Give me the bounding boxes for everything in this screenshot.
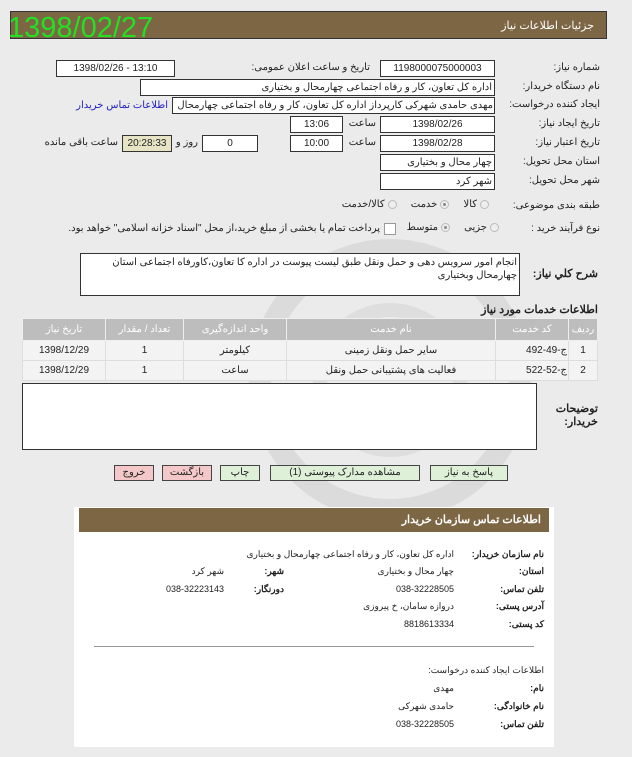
org-label: نام سازمان خریدار: [471, 549, 544, 559]
contact-panel-header [79, 508, 549, 532]
cell: 1 [569, 341, 598, 361]
process-radio-medium[interactable] [441, 223, 450, 232]
exit-button[interactable]: خروج [114, 465, 154, 481]
radio-label: متوسط [406, 222, 439, 233]
city-label: شهر: [264, 566, 284, 576]
description-field[interactable]: انجام امور سرویس دهی و حمل ونقل طبق لیست پیوست در اداره کا تعاون،کاورفاه اجتماعی استان چهارمحال وبختیاری [80, 253, 520, 296]
family-label: نام خانوادگی: [493, 701, 544, 711]
radio-label: کالا/خدمت [341, 199, 385, 210]
description-label: شرح کلي نیاز: [532, 268, 598, 280]
cell: 2 [569, 361, 598, 381]
buyer-field[interactable]: اداره کل تعاون، کار و رفاه اجتماعی چهارمحال و بختیاری [140, 79, 495, 96]
created-label: تاریخ ایجاد نیاز: [538, 118, 600, 129]
valid-time-label: ساعت [348, 137, 376, 148]
col-header: واحد اندازه‌گیری [184, 319, 287, 341]
creator-phone-value: 038-32228505 [395, 719, 454, 729]
category-label: طبقه بندی موضوعی: [512, 200, 600, 211]
days-field[interactable]: 0 [202, 135, 258, 152]
valid-label: تاریخ اعتبار نیاز: [535, 137, 600, 148]
phone-value: 038-32228505 [395, 584, 454, 594]
back-button[interactable]: بازگشت [162, 465, 212, 481]
city-label: شهر محل تحویل: [529, 175, 600, 186]
remaining-time: 20:28:33 [122, 135, 172, 152]
col-header: ردیف [569, 319, 598, 341]
org-value: اداره کل تعاون، کار و رفاه اجتماعی چهارمحال و بختیاری [246, 549, 454, 559]
fax-value: 038-32223143 [165, 584, 224, 594]
category-radio-group [342, 199, 492, 210]
created-time-field[interactable]: 13:06 [290, 116, 343, 133]
category-radio-both[interactable] [388, 200, 397, 209]
name-label: نام: [530, 683, 544, 693]
need-number-label: شماره نیاز: [553, 62, 600, 73]
cell: ج-49-492 [496, 341, 569, 361]
process-label: نوع فرآیند خرید : [531, 223, 600, 234]
fax-label: دورنگار: [253, 584, 284, 594]
date-stamp: 1398/02/27 [8, 12, 154, 44]
print-button[interactable]: چاپ [220, 465, 260, 481]
announce-label: تاریخ و ساعت اعلان عمومی: [251, 62, 370, 73]
table-row [23, 361, 598, 381]
province-label: استان: [518, 566, 544, 576]
col-header: تاریخ نیاز [23, 319, 106, 341]
buyer-label: نام دستگاه خریدار: [522, 81, 600, 92]
days-label: روز و [175, 137, 198, 148]
cell: فعالیت های پشتیبانی حمل ونقل [287, 361, 496, 381]
attachments-button[interactable]: مشاهده مدارک پیوستی (1) [270, 465, 420, 481]
cell: کیلومتر [184, 341, 287, 361]
cell: 1398/12/29 [23, 361, 106, 381]
col-header: تعداد / مقدار [106, 319, 184, 341]
notes-label: توضیحات خریدار: [555, 403, 598, 428]
cell: 1398/12/29 [23, 341, 106, 361]
table-row [23, 341, 598, 361]
address-label: آدرس پستی: [495, 601, 544, 611]
province-field[interactable]: چهار محال و بختیاری [380, 154, 495, 171]
contact-info-link[interactable]: اطلاعات تماس خریدار [76, 100, 168, 111]
postal-value: 8818613334 [403, 619, 454, 629]
contact-panel [74, 507, 554, 747]
requester-label: ایجاد کننده درخواست: [509, 99, 600, 110]
treasury-checkbox[interactable] [384, 223, 396, 235]
cell: 1 [106, 341, 184, 361]
cell: ج-52-522 [496, 361, 569, 381]
divider [94, 646, 534, 647]
valid-date-field[interactable]: 1398/02/28 [380, 135, 495, 152]
process-radio-group [407, 222, 502, 233]
valid-time-field[interactable]: 10:00 [290, 135, 343, 152]
province-label: استان محل تحویل: [522, 156, 600, 167]
province-value: چهار محال و بختیاری [377, 566, 454, 576]
col-header: نام خدمت [287, 319, 496, 341]
announce-field[interactable]: 1398/02/26 - 13:10 [56, 60, 175, 77]
page-title: جزئیات اطلاعات نیاز [501, 20, 594, 32]
creator-phone-label: تلفن تماس: [500, 719, 544, 729]
notes-field[interactable] [22, 383, 537, 450]
category-radio-goods[interactable] [480, 200, 489, 209]
payment-note: پرداخت تمام یا بخشی از مبلغ خرید،از محل "اسناد خزانه اسلامی" خواهد بود. [68, 223, 380, 234]
cell: 1 [106, 361, 184, 381]
services-table [22, 318, 598, 381]
contact-panel-title: اطلاعات تماس سازمان خریدار [401, 514, 541, 526]
col-header: کد خدمت [496, 319, 569, 341]
name-value: مهدی [433, 683, 454, 693]
cell: ساعت [184, 361, 287, 381]
process-radio-minor[interactable] [490, 223, 499, 232]
city-field[interactable]: شهر کرد [380, 173, 495, 190]
category-radio-service[interactable] [440, 200, 449, 209]
services-title: اطلاعات خدمات مورد نیاز [481, 304, 598, 316]
phone-label: تلفن تماس: [500, 584, 544, 594]
created-time-label: ساعت [348, 118, 376, 129]
table-header-row [23, 319, 598, 341]
remaining-label: ساعت باقی مانده [44, 137, 118, 148]
radio-label: کالا [463, 199, 477, 210]
family-value: حامدی شهرکی [398, 701, 454, 711]
cell: سایر حمل ونقل زمینی [287, 341, 496, 361]
postal-label: کد پستی: [508, 619, 544, 629]
need-number-field[interactable]: 1198000075000003 [380, 60, 495, 77]
radio-label: خدمت [410, 199, 438, 210]
address-value: دروازه سامان، خ پیروزی [363, 601, 454, 611]
requester-field[interactable]: مهدی حامدی شهرکی کارپرداز اداره کل تعاون، کار و رفاه اجتماعی چهارمحال [172, 97, 495, 114]
reply-button[interactable]: پاسخ به نیاز [430, 465, 508, 481]
created-date-field[interactable]: 1398/02/26 [380, 116, 495, 133]
city-value: شهر کرد [191, 566, 224, 576]
creator-title: اطلاعات ایجاد کننده درخواست: [428, 665, 544, 675]
radio-label: جزیی [464, 222, 487, 233]
